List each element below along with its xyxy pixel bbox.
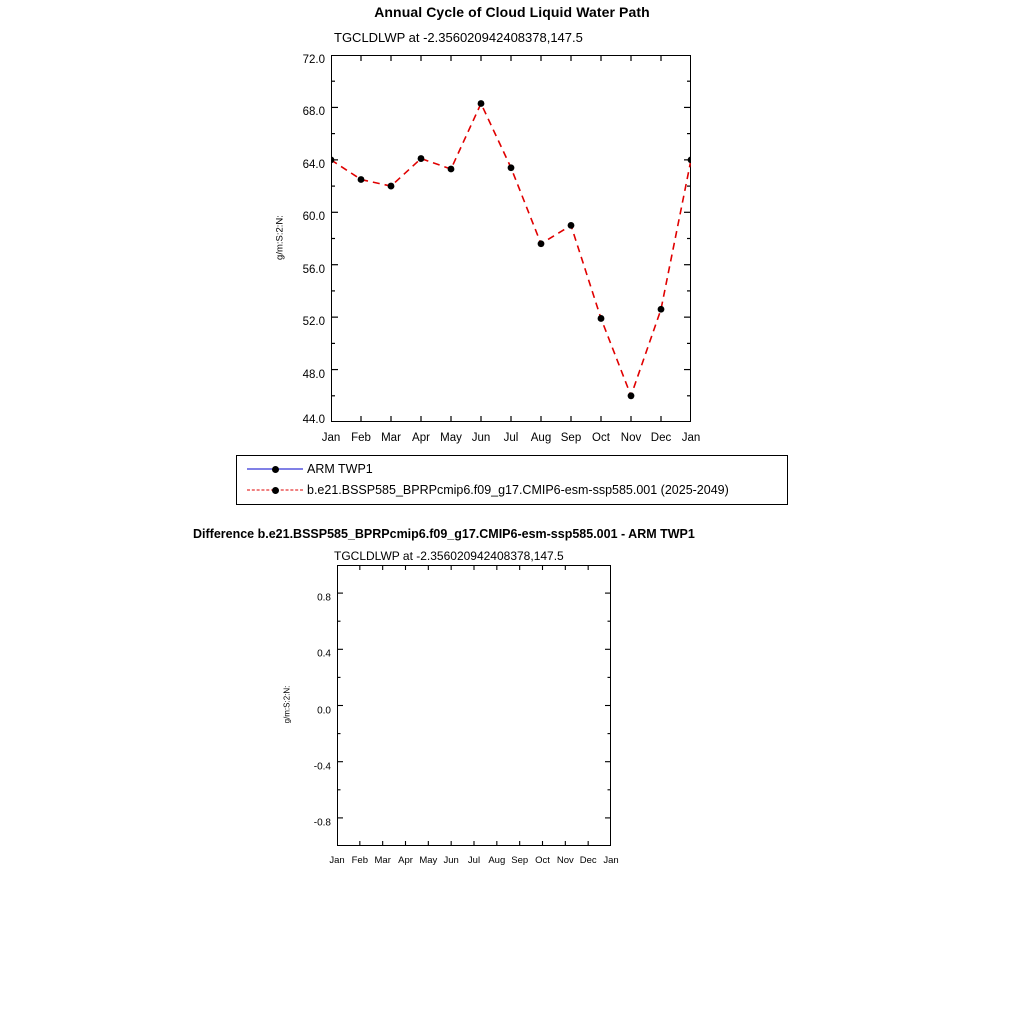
legend [236,455,788,505]
top-xtick-label: Mar [381,432,401,444]
diff-xtick-label: Mar [374,855,391,866]
diff-xtick-label: Aug [488,855,506,866]
page-title: Annual Cycle of Cloud Liquid Water Path [374,4,650,20]
top-ytick-label: 44.0 [302,414,325,426]
diff-xtick-label: Jan [329,855,345,866]
top-xtick-label: May [440,432,462,444]
top-xtick-label: Feb [351,432,371,444]
diff-ytick-label: -0.4 [313,761,331,773]
top-xtick-label: Jun [471,432,491,444]
diff-subtitle: TGCLDLWP at -2.356020942408378,147.5 [334,549,564,563]
diff-ytick-label: 0.8 [317,592,331,604]
diff-xtick-label: Nov [556,855,574,866]
diff-xtick-label: Jun [443,855,459,866]
diff-plot-data [337,565,611,846]
top-xtick-label: Nov [620,432,642,444]
diff-ytick-label: 0.0 [317,705,331,716]
top-xtick-label: Jul [503,432,519,444]
top-ytick-label: 60.0 [302,211,325,224]
diff-ytick-label: -0.8 [313,817,331,829]
diff-ytick-label: 0.4 [317,648,331,660]
top-ytick-label: 48.0 [302,368,325,381]
top-ytick-label: 56.0 [302,263,325,276]
top-xtick-label: Dec [650,432,672,444]
legend-swatch-model [247,481,303,499]
legend-item[interactable] [247,481,729,499]
legend-item[interactable] [247,460,373,478]
diff-title: Difference b.e21.BSSP585_BPRPcmip6.f09_g17.CMIP6-esm-ssp585.001 - ARM TWP1 [193,527,695,541]
top-xtick-label: Jan [681,432,701,444]
top-ytick-label: 52.0 [302,316,325,329]
diff-xtick-label: Oct [535,855,550,866]
diff-xtick-label: Apr [398,855,413,866]
top-ytick-label: 64.0 [302,158,325,171]
legend-swatch-arm [247,460,303,478]
top-ytick-label: 68.0 [302,106,325,119]
top-xtick-label: Aug [530,432,552,444]
diff-xtick-label: Sep [511,855,529,866]
top-xtick-label: Sep [560,432,582,444]
diff-yaxis-label: g/m:S:2:N: [282,685,292,724]
legend-label: b.e21.BSSP585_BPRPcmip6.f09_g17.CMIP6-esm-ssp585.001 (2025-2049) [307,483,729,497]
top-yaxis-label: g/m:S:2:N: [274,215,286,260]
top-plot-data [331,55,691,422]
diff-xtick-label: Dec [579,855,597,866]
diff-xtick-label: Jul [467,855,481,866]
diff-xtick-label: Feb [351,855,368,866]
top-chart-subtitle: TGCLDLWP at -2.356020942408378,147.5 [334,30,583,45]
legend-label: ARM TWP1 [307,462,373,476]
diff-xtick-label: Jan [603,855,619,866]
top-xtick-label: Jan [321,432,341,444]
top-xtick-label: Oct [592,432,610,444]
top-ytick-label: 72.0 [302,54,325,66]
top-xtick-label: Apr [412,432,430,444]
diff-xtick-label: May [419,855,438,866]
